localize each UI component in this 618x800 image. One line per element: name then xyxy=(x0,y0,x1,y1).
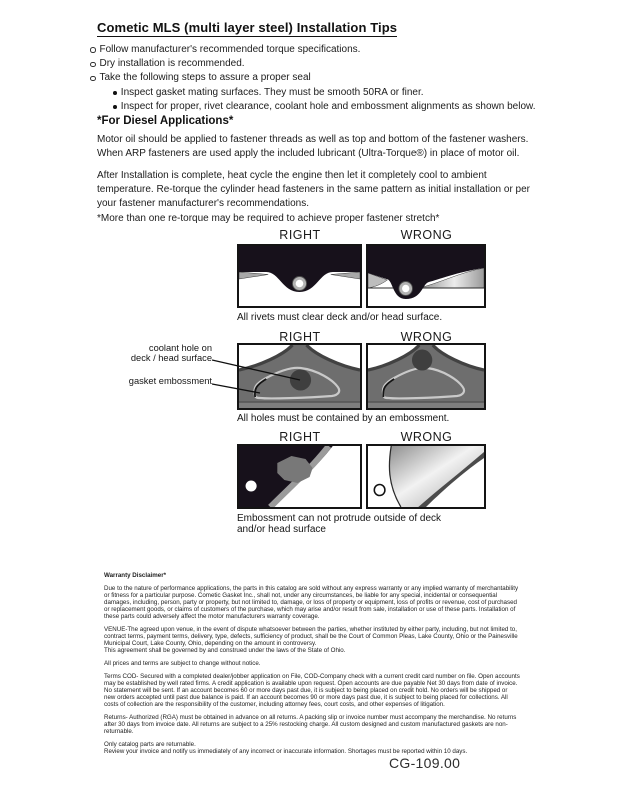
installation-tips-list xyxy=(90,43,550,114)
coolant-hole-callout xyxy=(100,344,212,364)
protrude-wrong-diagram xyxy=(366,444,486,509)
list-item-text: Follow manufacturer's recommended torque specifications. xyxy=(99,44,361,55)
list-item xyxy=(90,71,550,85)
diagram-caption xyxy=(237,513,527,535)
bullet-circle-icon xyxy=(90,76,96,82)
list-item-text: Take the following steps to assure a proper seal xyxy=(99,72,311,84)
callout-text: coolant hole on xyxy=(148,343,212,353)
right-label: RIGHT xyxy=(279,430,321,444)
rivet-right-diagram xyxy=(237,244,362,308)
gasket-embossment-callout: gasket embossment xyxy=(128,376,212,386)
legal-paragraph: Due to the nature of performance applications, the parts in this catalog are sold without any express warranty or any implied warranty of merchantability or fitness for a particular purpose. Cometic Gasket Inc., shall not, under any circumstances, be liable for any special, incidental or consequential damages, including, person, party or property, but not limited to, damage, or loss of property or equipment, loss of profits or revenue, cost of purchased or replacement goods, or claims of customers of the purchase, which may arise and/or result from sale, installation or use of these parts. Installation of these parts could adversely affect the motor manufacturers warranty coverage. xyxy=(104,585,519,620)
list-item-text: Inspect gasket mating surfaces. They must be smooth 50RA or finer. xyxy=(120,86,424,98)
list-item-text: Dry installation is recommended. xyxy=(99,58,245,70)
bolt-hole xyxy=(374,485,385,496)
protrude-right-diagram xyxy=(237,444,362,509)
diesel-section-heading: *For Diesel Applications* xyxy=(97,115,234,127)
right-label: RIGHT xyxy=(279,330,321,344)
bolt-hole xyxy=(246,481,257,492)
diesel-paragraph-2: After Installation is complete, heat cycle the engine then let it completely cool to ambient temperature. Re-torque the cylinder head fasteners in the same pattern as initial installation or per your fastener manufacturer's recommendations. xyxy=(97,170,531,210)
page-number: CG-109.00 xyxy=(389,755,461,771)
wrong-label: WRONG xyxy=(400,228,453,242)
wrong-label: WRONG xyxy=(400,330,453,344)
page-title: Cometic MLS (multi layer steel) Installation Tips xyxy=(97,20,398,35)
warranty-disclaimer-block xyxy=(104,572,520,761)
bullet-dot-icon xyxy=(113,105,117,109)
caption-line: and/or head surface xyxy=(237,524,326,535)
retorque-note: *More than one re-torque may be required to achieve proper fastener stretch* xyxy=(97,213,440,224)
coolant-hole xyxy=(290,370,311,391)
legal-paragraph: Only catalog parts are returnable. xyxy=(104,741,196,748)
legal-paragraph: This agreement shall be governed by and construed under the laws of the State of Ohio. xyxy=(104,647,346,654)
list-item xyxy=(90,57,550,71)
list-item xyxy=(113,86,550,100)
bullet-circle-icon xyxy=(90,62,96,68)
bullet-circle-icon xyxy=(90,47,96,53)
list-item xyxy=(90,43,550,57)
rivet-icon xyxy=(296,280,304,288)
caption-line: Embossment can not protrude outside of deck xyxy=(237,513,442,524)
rivet-icon xyxy=(402,285,409,293)
rivet-wrong-diagram xyxy=(366,244,486,308)
bullet-dot-icon xyxy=(113,91,117,95)
callout-text: deck / head surface xyxy=(130,352,212,363)
holes-wrong-diagram xyxy=(366,343,486,410)
list-item xyxy=(113,100,550,114)
legal-paragraph: All prices and terms are subject to change without notice. xyxy=(104,660,261,667)
diagram-caption: All holes must be contained by an embossment. xyxy=(237,413,450,424)
legal-paragraph: Review your invoice and notify us immediately of any incorrect or inaccurate information. Shortages must be reported within 10 days. xyxy=(104,748,468,755)
legal-paragraph: VENUE-The agreed upon venue, in the event of dispute whatsoever between the parties, whether instituted by either party, including, but not limited to, contract terms, payment terms, delivery, type, defects, sufficiency of product, shall be the Court of Common Pleas, Lake County, Ohio or the Painesville Municipal Court, Lake County, Ohio, depending on the amount in controversy. xyxy=(104,626,518,647)
right-label: RIGHT xyxy=(279,228,321,242)
gasket-edge xyxy=(239,402,360,408)
coolant-hole xyxy=(412,350,432,371)
gasket-edge xyxy=(368,402,484,408)
legal-paragraph: Returns- Authorized (RGA) must be obtained in advance on all returns. A packing slip or invoice number must accompany the merchandise. No returns after 30 days from invoice date. All returns are subject to a 25% restocking charge. All custom designed and custom manufactured gaskets are non-returnable. xyxy=(104,714,517,735)
diesel-paragraph-1: Motor oil should be applied to fastener threads as well as top and bottom of the fastener washers. When ARP fasteners are used apply the included lubricant (Ultra-Torque®) in place of motor oil. xyxy=(97,134,529,160)
warranty-heading: Warranty Disclaimer* xyxy=(104,572,167,579)
diagram-caption: All rivets must clear deck and/or head surface. xyxy=(237,312,443,323)
wrong-label: WRONG xyxy=(400,430,453,444)
legal-paragraph: Terms COD- Secured with a completed dealer/jobber application on File, COD-Company check with a current credit card number on file. Open accounts may be established by well rated firms. A credit application is available upon request. Open accounts are due payable Net 30 days from date of invoice. No statement will be sent. If an account becomes 60 or more days past due, it is subject to being placed on credit hold. No orders will be shipped or new orders accepted until past due balance is paid. If an account becomes 90 or more days past due, it is subject to being placed for collections. All costs of collection are the responsibility of the customer, including attorney fees, court costs, and other expenses of litigation. xyxy=(104,673,520,708)
holes-right-diagram xyxy=(237,343,362,410)
list-item-text: Inspect for proper, rivet clearance, coolant hole and embossment alignments as shown below. xyxy=(120,100,536,112)
